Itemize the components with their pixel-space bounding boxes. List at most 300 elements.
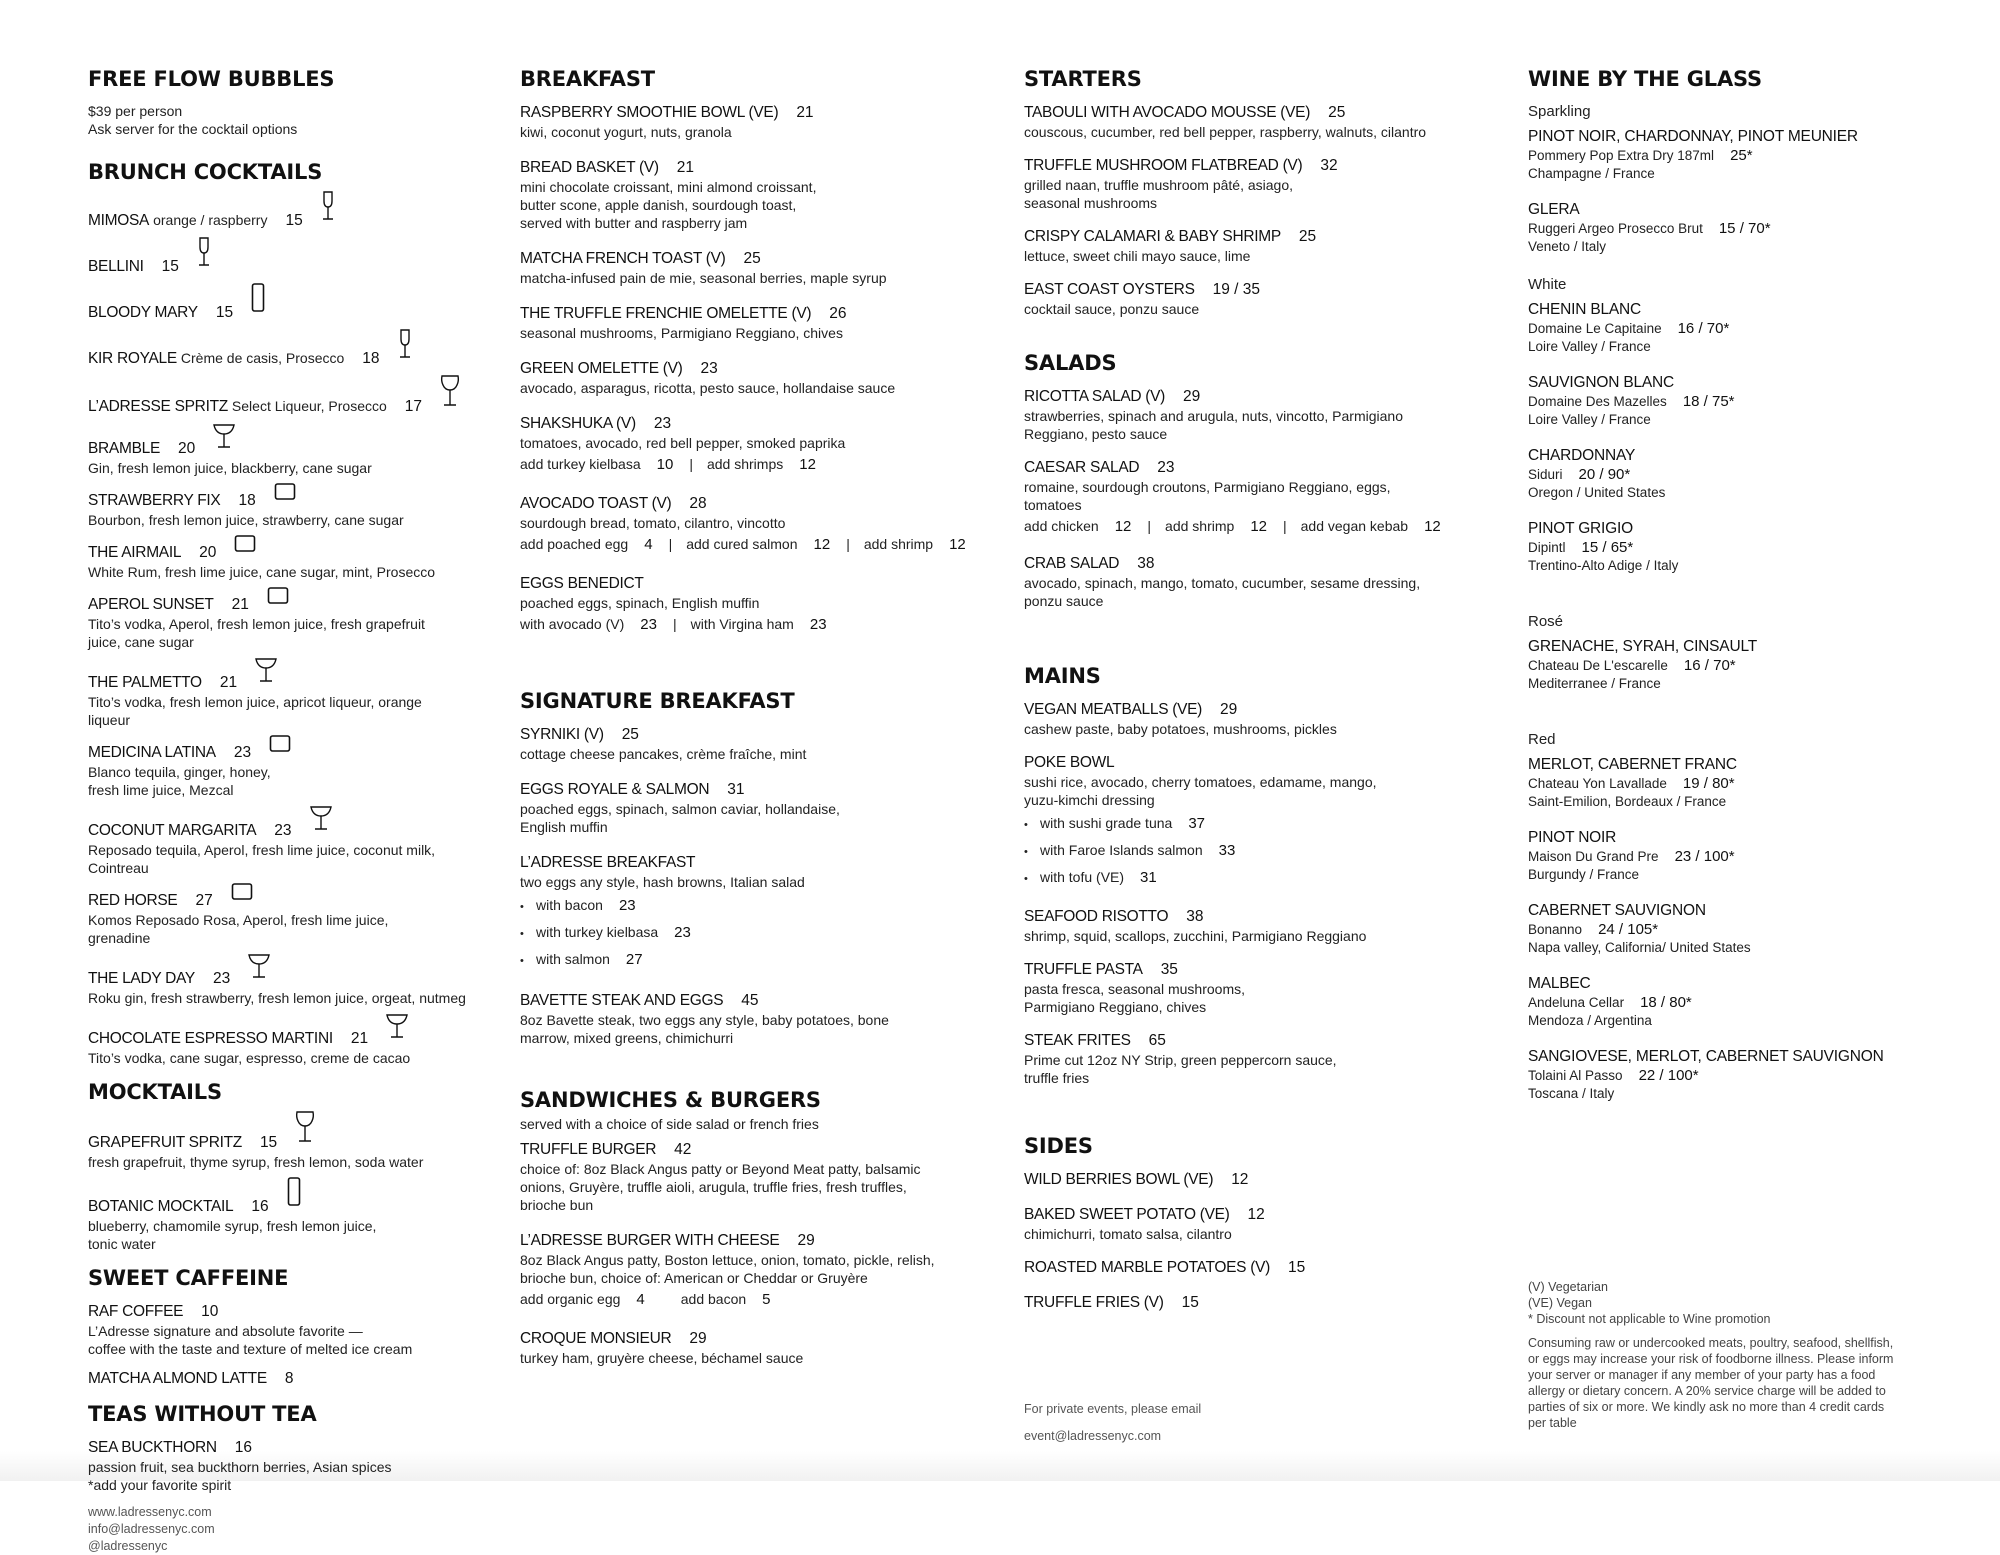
section-sweet-caffeine <box>88 1263 483 1389</box>
item-name-line <box>520 248 990 269</box>
item-price: 23 <box>1157 459 1175 476</box>
wine-producer-line <box>1528 539 1948 557</box>
item-description: tomatoes, avocado, red bell pepper, smoked paprika <box>520 435 846 451</box>
item-addons <box>1024 514 1494 539</box>
item-name: CRAB SALAD <box>1024 555 1120 572</box>
addon-price: 4 <box>636 1291 645 1308</box>
wine-producer: Andeluna Cellar <box>1528 995 1625 1010</box>
addon-option <box>681 1287 771 1312</box>
wine-varietal: MERLOT, CABERNET FRANC <box>1528 756 1737 773</box>
item-description: kiwi, coconut yogurt, nuts, granola <box>520 124 732 140</box>
item-price: 21 <box>676 159 695 176</box>
item-name: RAF COFFEE <box>88 1303 184 1320</box>
addon-option <box>520 612 677 637</box>
menu-item <box>520 493 990 557</box>
item-name-line <box>88 591 483 615</box>
item-name: EGGS ROYALE & SALMON <box>520 781 710 798</box>
coupe-glass-icon <box>213 423 235 455</box>
option-label: with Faroe Islands salmon <box>1040 842 1203 858</box>
wine-varietal: GRENACHE, SYRAH, CINSAULT <box>1528 638 1757 655</box>
item-name-line <box>520 102 990 123</box>
item-name: STRAWBERRY FIX <box>88 492 221 509</box>
addon-price: 4 <box>644 536 653 553</box>
flute-glass-icon <box>197 237 211 273</box>
addon-label: with Virgina ham <box>690 616 794 632</box>
item-description: seasonal mushrooms, Parmigiano Reggiano, chives <box>520 325 843 341</box>
item-name: THE LADY DAY <box>88 970 195 987</box>
item-name-line <box>88 661 483 693</box>
menu-column <box>1528 0 1948 1431</box>
rocks-glass-icon <box>234 535 256 559</box>
wine-region: Saint-Emilion, Bordeaux / France <box>1528 794 1727 809</box>
menu-item <box>88 427 483 477</box>
item-description: choice of: 8oz Black Angus patty or Beyond Meat patty, balsamic onions, Gruyère, truffle aioli, arugula, truffle fries, fresh truffles, brioche bun <box>520 1161 921 1213</box>
addon-label: add poached egg <box>520 536 629 552</box>
highball-glass-icon <box>287 1177 301 1213</box>
item-price: 18 <box>238 492 256 509</box>
wine-varietal: PINOT GRIGIO <box>1528 520 1633 537</box>
wine-item <box>1528 636 1948 693</box>
menu-item <box>1024 752 1494 892</box>
coupe-glass-icon <box>248 953 270 985</box>
wine-item <box>1528 299 1948 356</box>
addon-price: 12 <box>813 536 831 553</box>
item-description: Gin, fresh lemon juice, blackberry, cane sugar <box>88 460 372 476</box>
wine-item <box>1528 518 1948 575</box>
item-description: chimichurri, tomato salsa, cilantro <box>1024 1226 1232 1242</box>
item-price: 31 <box>727 781 745 798</box>
addon-price: 12 <box>1424 518 1441 535</box>
menu-item <box>1024 1257 1494 1278</box>
wine-item <box>1528 372 1948 429</box>
wine-producer-line <box>1528 848 1948 866</box>
item-name-line <box>1024 1030 1494 1051</box>
item-price: 15 <box>215 304 234 321</box>
legend-line: (VE) Vegan <box>1528 1296 1592 1310</box>
option-label: with sushi grade tuna <box>1040 815 1173 831</box>
menu-item <box>88 195 483 231</box>
wine-price: 18 / 75* <box>1682 393 1735 410</box>
option-list-item <box>1024 865 1494 892</box>
menu-column <box>88 0 483 1555</box>
addon-option <box>686 532 850 557</box>
menu-item <box>1024 1030 1494 1087</box>
addon-price: 5 <box>762 1291 771 1308</box>
item-price: 26 <box>829 305 847 322</box>
wine-region: Trentino-Alto Adige / Italy <box>1528 558 1679 573</box>
item-description: Bourbon, fresh lemon juice, strawberry, cane sugar <box>88 512 404 528</box>
item-description: grilled naan, truffle mushroom pâté, asiago, seasonal mushrooms <box>1024 177 1294 211</box>
menu-item <box>88 591 483 651</box>
section-brunch-cocktails <box>88 157 483 1067</box>
menu-item <box>1024 155 1494 212</box>
menu-item <box>520 990 990 1047</box>
wine-producer-line <box>1528 147 1948 165</box>
item-description: cashew paste, baby potatoes, mushrooms, pickles <box>1024 721 1337 737</box>
item-name-line <box>1024 1169 1494 1190</box>
item-name: TABOULI WITH AVOCADO MOUSSE (VE) <box>1024 104 1311 121</box>
section-heading: MAINS <box>1024 664 1101 688</box>
item-description: cottage cheese pancakes, crème fraîche, mint <box>520 746 807 762</box>
wine-by-the-glass-heading <box>1528 64 1948 94</box>
wine-producer: Dipintl <box>1528 540 1566 555</box>
menu-item <box>520 358 990 397</box>
wine-price: 16 / 70* <box>1677 320 1730 337</box>
item-description: Prime cut 12oz NY Strip, green peppercorn sauce, truffle fries <box>1024 1052 1337 1086</box>
item-name-line <box>520 413 990 434</box>
item-description: 8oz Black Angus patty, Boston lettuce, onion, tomato, pickle, relish, brioche bun, choice of: American or Cheddar or Gruyère <box>520 1252 935 1286</box>
item-price: 27 <box>195 892 213 909</box>
item-name: BAKED SWEET POTATO (VE) <box>1024 1206 1230 1223</box>
item-description: Komos Reposado Rosa, Aperol, fresh lime juice, grenadine <box>88 912 389 946</box>
wine-producer: Ruggeri Argeo Prosecco Brut <box>1528 221 1703 236</box>
addon-option <box>691 612 827 637</box>
addon-label: add chicken <box>1024 518 1099 534</box>
item-name-line <box>88 1115 483 1153</box>
menu-item <box>88 739 483 799</box>
item-description: matcha-infused pain de mie, seasonal berries, maple syrup <box>520 270 887 286</box>
wine-producer: Bonanno <box>1528 922 1583 937</box>
addon-label: add shrimp <box>1165 518 1235 534</box>
item-price: 29 <box>1220 701 1238 718</box>
menu-item <box>1024 906 1494 945</box>
menu-item <box>520 779 990 836</box>
item-description: Tito’s vodka, fresh lemon juice, apricot liqueur, orange liqueur <box>88 694 422 728</box>
item-price: 15 <box>1287 1259 1306 1276</box>
menu-item <box>88 1017 483 1067</box>
coupe-glass-icon <box>310 805 332 837</box>
option-list-item <box>520 947 990 974</box>
menu-item <box>88 287 483 323</box>
wine-item <box>1528 199 1948 256</box>
wine-producer: Tolaini Al Passo <box>1528 1068 1623 1083</box>
wine-varietal: SANGIOVESE, MERLOT, CABERNET SAUVIGNON <box>1528 1048 1884 1065</box>
wine-region: Napa valley, California/ United States <box>1528 940 1751 955</box>
item-name: APEROL SUNSET <box>88 596 214 613</box>
item-name: CRISPY CALAMARI & BABY SHRIMP <box>1024 228 1281 245</box>
item-price: 16 <box>251 1198 269 1215</box>
item-price: 29 <box>1183 388 1201 405</box>
section-heading: SIGNATURE BREAKFAST <box>520 689 795 713</box>
wine-item <box>1528 1046 1948 1103</box>
section-teas-without-tea <box>88 1399 483 1494</box>
flute-glass-icon <box>321 191 335 227</box>
section-note: $39 per person <box>88 103 183 119</box>
wine-producer: Maison Du Grand Pre <box>1528 849 1659 864</box>
menu-item <box>520 1139 990 1214</box>
item-price: 45 <box>741 992 759 1009</box>
item-price: 18 <box>362 350 380 367</box>
menu-item <box>1024 1169 1494 1190</box>
wine-group-label: Rosé <box>1528 613 1564 630</box>
item-price: 38 <box>1186 908 1204 925</box>
item-name-line <box>88 809 483 841</box>
section-subtitle: served with a choice of side salad or french fries <box>520 1116 819 1132</box>
wine-varietal: PINOT NOIR, CHARDONNAY, PINOT MEUNIER <box>1528 128 1858 145</box>
item-description: fresh grapefruit, thyme syrup, fresh lemon, soda water <box>88 1154 424 1170</box>
wine-item <box>1528 445 1948 502</box>
item-name-line <box>88 487 483 511</box>
item-name: L’ADRESSE BURGER WITH CHEESE <box>520 1232 780 1249</box>
wine-region: Mediterranee / France <box>1528 676 1661 691</box>
addon-option <box>1024 514 1151 539</box>
item-name: MEDICINA LATINA <box>88 744 216 761</box>
coupe-glass-icon <box>386 1013 408 1045</box>
wine-item <box>1528 973 1948 1030</box>
wine-producer: Chateau Yon Lavallade <box>1528 776 1667 791</box>
item-price: 17 <box>404 398 423 415</box>
item-name: WILD BERRIES BOWL (VE) <box>1024 1171 1214 1188</box>
item-name-line <box>520 573 990 594</box>
wine-varietal: PINOT NOIR <box>1528 829 1617 846</box>
item-note: orange / raspberry <box>153 212 268 228</box>
rocks-glass-icon <box>274 483 296 507</box>
menu-item <box>88 1437 483 1494</box>
item-price: 12 <box>1247 1206 1265 1223</box>
menu-item <box>88 379 483 417</box>
item-name-line <box>1024 553 1494 574</box>
section-heading: TEAS WITHOUT TEA <box>88 1402 317 1426</box>
item-description: Tito’s vodka, Aperol, fresh lemon juice, fresh grapefruit juice, cane sugar <box>88 616 425 650</box>
item-description: turkey ham, gruyère cheese, béchamel sauce <box>520 1350 804 1366</box>
item-name: SEAFOOD RISOTTO <box>1024 908 1169 925</box>
item-name: GRAPEFRUIT SPRITZ <box>88 1134 242 1151</box>
addon-option <box>707 452 816 477</box>
coupe-glass-icon <box>255 657 277 689</box>
addon-option <box>1165 514 1287 539</box>
menu-item <box>1024 457 1494 539</box>
item-price: 38 <box>1137 555 1155 572</box>
menu-item <box>88 1368 483 1389</box>
addon-label: add organic egg <box>520 1291 621 1307</box>
item-price: 15 <box>1181 1294 1199 1311</box>
menu-item <box>88 539 483 581</box>
item-note: Select Liqueur, Prosecco <box>231 398 387 414</box>
item-description: Tito’s vodka, cane sugar, espresso, creme de cacao <box>88 1050 411 1066</box>
wine-group-label: Red <box>1528 731 1556 748</box>
addon-option <box>520 452 693 477</box>
menu-item <box>88 1301 483 1358</box>
section-heading: SALADS <box>1024 351 1117 375</box>
item-price: 32 <box>1320 157 1338 174</box>
item-name: CHOCOLATE ESPRESSO MARTINI <box>88 1030 333 1047</box>
item-description: pasta fresca, seasonal mushrooms, Parmigiano Reggiano, chives <box>1024 981 1245 1015</box>
wine-group-label: Sparkling <box>1528 103 1591 120</box>
menu-item <box>1024 386 1494 443</box>
menu-item <box>520 724 990 763</box>
menu-item <box>520 248 990 287</box>
item-name: RASPBERRY SMOOTHIE BOWL (VE) <box>520 104 779 121</box>
option-list-item <box>1024 838 1494 865</box>
rocks-glass-icon <box>267 587 289 611</box>
item-description: cocktail sauce, ponzu sauce <box>1024 301 1200 317</box>
addon-price: 23 <box>809 616 827 633</box>
private-events-footer <box>1024 1396 1494 1450</box>
item-name: POKE BOWL <box>1024 754 1115 771</box>
wine-producer-line <box>1528 775 1948 793</box>
item-price: 23 <box>274 822 292 839</box>
wine-price: 15 / 65* <box>1581 539 1634 556</box>
item-price: 21 <box>231 596 249 613</box>
item-price: 28 <box>689 495 707 512</box>
item-name-line <box>1024 1204 1494 1225</box>
item-name-line <box>88 1437 483 1458</box>
addon-option <box>520 1287 645 1312</box>
item-name: BELLINI <box>88 258 144 275</box>
wine-price: 18 / 80* <box>1640 994 1692 1011</box>
menu-item <box>88 887 483 947</box>
menu-item <box>88 661 483 729</box>
menu-item <box>520 102 990 141</box>
wine-glass-icon <box>440 375 460 413</box>
item-name-line <box>88 739 483 763</box>
item-name: MIMOSA <box>88 212 150 229</box>
addon-label: add vegan kebab <box>1300 518 1409 534</box>
item-price: 23 <box>233 744 252 761</box>
item-price: 23 <box>212 970 231 987</box>
wine-region: Toscana / Italy <box>1528 1086 1615 1101</box>
item-name: VEGAN MEATBALLS (VE) <box>1024 701 1203 718</box>
item-description: avocado, asparagus, ricotta, pesto sauce, hollandaise sauce <box>520 380 896 396</box>
item-name-line <box>520 779 990 800</box>
item-name: THE PALMETTO <box>88 674 202 691</box>
item-price: 29 <box>689 1330 707 1347</box>
wine-price: 19 / 80* <box>1682 775 1735 792</box>
item-name-line <box>520 1328 990 1349</box>
item-name-line <box>88 427 483 459</box>
item-description: couscous, cucumber, red bell pepper, raspberry, walnuts, cilantro <box>1024 124 1427 140</box>
addon-option <box>864 532 966 557</box>
item-price: 35 <box>1160 961 1178 978</box>
wine-producer: Domaine Le Capitaine <box>1528 321 1662 336</box>
wine-item <box>1528 754 1948 811</box>
item-name: MATCHA FRENCH TOAST (V) <box>520 250 726 267</box>
menu-item <box>520 413 990 477</box>
section-heading: WINE BY THE GLASS <box>1528 67 1762 91</box>
item-name-line <box>88 887 483 911</box>
item-addons <box>520 1287 990 1312</box>
item-price: 12 <box>1231 1171 1249 1188</box>
item-name: THE AIRMAIL <box>88 544 182 561</box>
section-starters <box>1024 64 1494 318</box>
item-description: strawberries, spinach and arugula, nuts, vincotto, Parmigiano Reggiano, pesto sauce <box>1024 408 1403 442</box>
item-name: EAST COAST OYSTERS <box>1024 281 1195 298</box>
item-price: 25 <box>1328 104 1346 121</box>
item-name: TRUFFLE FRIES (V) <box>1024 1294 1164 1311</box>
item-name: L’ADRESSE SPRITZ <box>88 398 228 415</box>
wine-region: Veneto / Italy <box>1528 239 1607 254</box>
wine-varietal: CHENIN BLANC <box>1528 301 1642 318</box>
item-name: ROASTED MARBLE POTATOES (V) <box>1024 1259 1270 1276</box>
addon-price: 23 <box>640 616 657 633</box>
wine-price: 20 / 90* <box>1578 466 1631 483</box>
item-note: Crème de casis, Prosecco <box>180 350 345 366</box>
item-name: MATCHA ALMOND LATTE <box>88 1370 267 1387</box>
item-name-line <box>520 1139 990 1160</box>
item-name-line <box>1024 1257 1494 1278</box>
menu-item <box>88 333 483 369</box>
item-price: 8 <box>284 1370 294 1387</box>
contact-line: @ladressenyc <box>88 1539 168 1553</box>
option-list-item <box>520 920 990 947</box>
item-name-line <box>88 539 483 563</box>
section-heading: STARTERS <box>1024 67 1142 91</box>
wine-item <box>1528 126 1948 183</box>
item-name: TRUFFLE MUSHROOM FLATBREAD (V) <box>1024 157 1303 174</box>
wine-group-white <box>1528 275 1948 575</box>
item-name-line <box>520 303 990 324</box>
addon-label: with avocado (V) <box>520 616 625 632</box>
menu-item <box>1024 279 1494 318</box>
item-name-line <box>88 379 483 417</box>
item-price: 25 <box>1298 228 1317 245</box>
wine-producer: Domaine Des Mazelles <box>1528 394 1667 409</box>
item-name-line <box>520 493 990 514</box>
item-name-line <box>520 724 990 745</box>
wine-producer-line <box>1528 393 1948 411</box>
addon-label: add shrimp <box>863 536 934 552</box>
wine-varietal: CHARDONNAY <box>1528 447 1636 464</box>
item-name-line <box>1024 1292 1494 1313</box>
wine-producer: Chateau De L'escarelle <box>1528 658 1668 673</box>
menu-item <box>520 573 990 637</box>
item-price: 20 <box>199 544 217 561</box>
addon-label: add bacon <box>680 1291 747 1307</box>
item-price: 65 <box>1148 1032 1166 1049</box>
item-name-line <box>520 358 990 379</box>
item-price: 21 <box>796 104 814 121</box>
section-heading: BREAKFAST <box>520 67 655 91</box>
menu-item <box>88 241 483 277</box>
item-name: BRAMBLE <box>88 440 160 457</box>
wine-item <box>1528 900 1948 957</box>
item-name: KIR ROYALE <box>88 350 177 367</box>
item-description: lettuce, sweet chili mayo sauce, lime <box>1024 248 1251 264</box>
item-name: RICOTTA SALAD (V) <box>1024 388 1166 405</box>
option-price: 33 <box>1218 842 1236 859</box>
item-name-line <box>88 1017 483 1049</box>
menu-item <box>1024 102 1494 141</box>
wine-producer-line <box>1528 1067 1948 1085</box>
item-description: poached eggs, spinach, English muffin <box>520 595 760 611</box>
item-description: Blanco tequila, ginger, honey, fresh lime juice, Mezcal <box>88 764 271 798</box>
item-name-line <box>1024 699 1494 720</box>
item-price: 16 <box>234 1439 252 1456</box>
item-price: 25 <box>621 726 639 743</box>
wine-group-label: White <box>1528 276 1567 293</box>
events-line: For private events, please email <box>1024 1402 1202 1416</box>
wine-group-rose <box>1528 612 1948 693</box>
item-name-line <box>1024 226 1494 247</box>
menu-item <box>88 487 483 529</box>
item-price: 42 <box>674 1141 692 1158</box>
section-sides <box>1024 1131 1494 1313</box>
events-line: event@ladressenyc.com <box>1024 1429 1162 1443</box>
item-name: BAVETTE STEAK AND EGGS <box>520 992 724 1009</box>
section-heading: MOCKTAILS <box>88 1080 222 1104</box>
item-addons <box>520 612 990 637</box>
section-salads <box>1024 348 1494 610</box>
menu-item <box>1024 226 1494 265</box>
section-heading: FREE FLOW BUBBLES <box>88 67 335 91</box>
addon-option <box>1301 514 1441 539</box>
wine-region: Oregon / United States <box>1528 485 1666 500</box>
addon-label: add cured salmon <box>686 536 798 552</box>
item-price: 15 <box>259 1134 278 1151</box>
item-name: STEAK FRITES <box>1024 1032 1131 1049</box>
wine-price: 15 / 70* <box>1718 220 1771 237</box>
option-price: 37 <box>1188 815 1205 832</box>
